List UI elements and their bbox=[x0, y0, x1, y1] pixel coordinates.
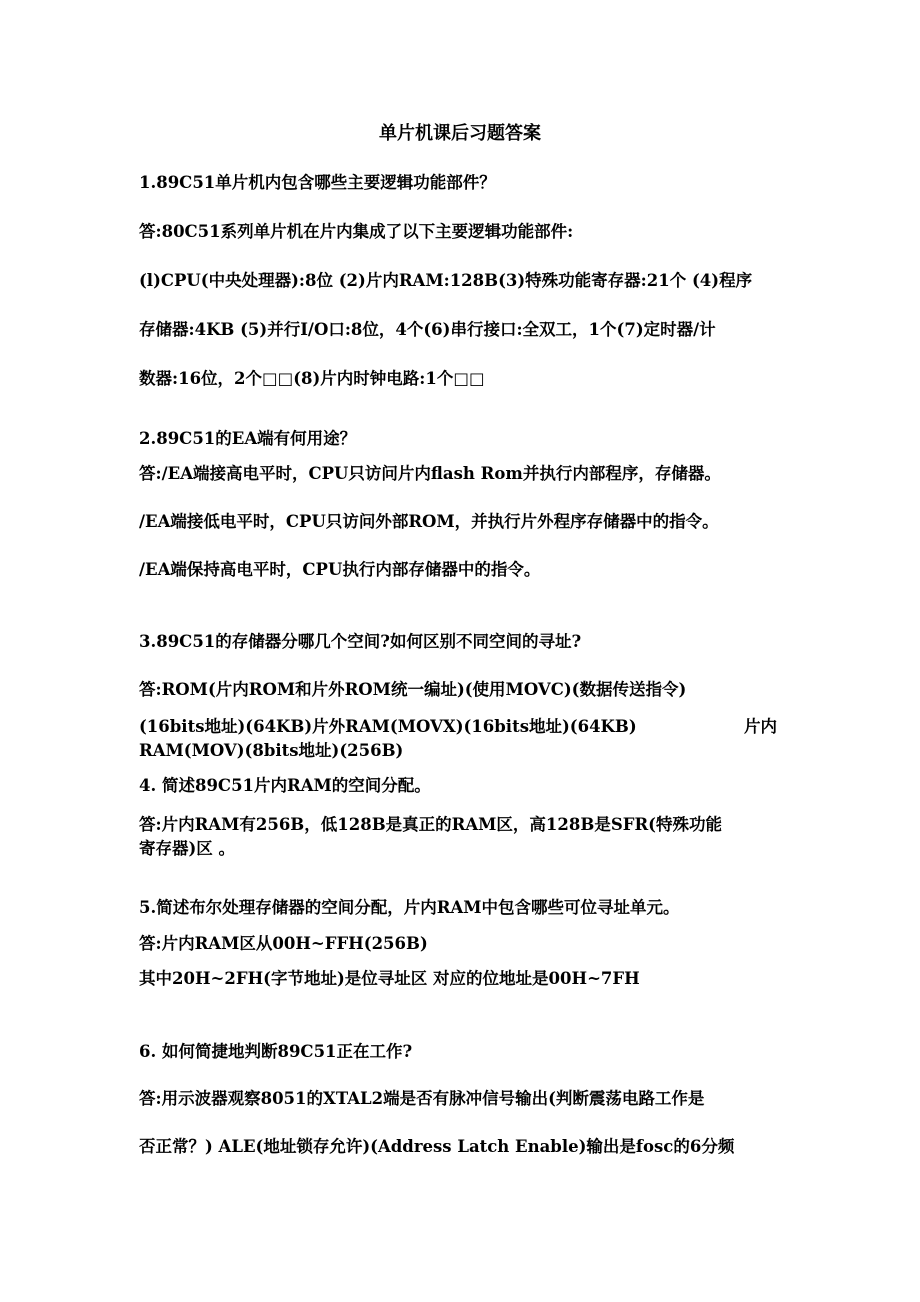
question-2: 2.89C51的EA端有何用途？ bbox=[139, 429, 357, 448]
answer-4-line-1: 答:片内RAM有256B，低128B是真正的RAM区，高128B是SFR(特殊功能 bbox=[139, 815, 722, 834]
page-title: 单片机课后习题答案 bbox=[379, 123, 541, 144]
answer-3-line-2-right: 片内 bbox=[744, 717, 777, 736]
answer-6-line-1: 答:用示波器观察8051的XTAL2端是否有脉冲信号输出(判断震荡电路工作是 bbox=[139, 1089, 705, 1108]
answer-1-line-2: 存储器:4KB (5)并行I/O口:8位，4个(6)串行接口:全双工，1个(7)定时器/计 bbox=[139, 320, 716, 339]
answer-3-line-2-left: (16bits地址)(64KB)片外RAM(MOVX)(16bits地址)(64KB) bbox=[139, 717, 637, 736]
answer-5-line-1: 答:片内RAM区从00H~FFH(256B) bbox=[139, 934, 428, 953]
question-5: 5.简述布尔处理存储器的空间分配，片内RAM中包含哪些可位寻址单元。 bbox=[139, 898, 680, 917]
answer-3-line-3: RAM(MOV)(8bits地址)(256B) bbox=[139, 741, 404, 760]
answer-1-intro: 答:80C51系列单片机在片内集成了以下主要逻辑功能部件: bbox=[139, 222, 574, 241]
question-4: 4. 简述89C51片内RAM的空间分配。 bbox=[139, 776, 431, 795]
answer-4-line-2: 寄存器)区 。 bbox=[139, 839, 236, 858]
answer-6-line-2: 否正常？) ALE(地址锁存允许)(Address Latch Enable)输出是fosc的6分频 bbox=[139, 1137, 735, 1156]
answer-5-line-2: 其中20H~2FH(字节地址)是位寻址区 对应的位地址是00H~7FH bbox=[139, 969, 640, 988]
answer-2-line-2: /EA端接低电平时，CPU只访问外部ROM，并执行片外程序存储器中的指令。 bbox=[139, 512, 719, 531]
answer-2-line-3: /EA端保持高电平时，CPU执行内部存储器中的指令。 bbox=[139, 560, 541, 579]
answer-1-line-1: (l)CPU(中央处理器):8位 (2)片内RAM:128B(3)特殊功能寄存器:21个 (4)程序 bbox=[139, 271, 753, 290]
answer-3-line-1: 答:ROM(片内ROM和片外ROM统一编址)(使用MOVC)(数据传送指令) bbox=[139, 680, 687, 699]
answer-1-line-3: 数器:16位，2个□□(8)片内时钟电路:1个□□ bbox=[139, 369, 485, 388]
question-6: 6. 如何简捷地判断89C51正在工作? bbox=[139, 1042, 413, 1061]
question-1: 1.89C51单片机内包含哪些主要逻辑功能部件？ bbox=[139, 173, 496, 192]
answer-2-line-1: 答:/EA端接高电平时，CPU只访问片内flash Rom并执行内部程序，存储器。 bbox=[139, 464, 721, 483]
answer-3-line-2 bbox=[139, 716, 777, 738]
question-3: 3.89C51的存储器分哪几个空间?如何区别不同空间的寻址? bbox=[139, 632, 582, 651]
